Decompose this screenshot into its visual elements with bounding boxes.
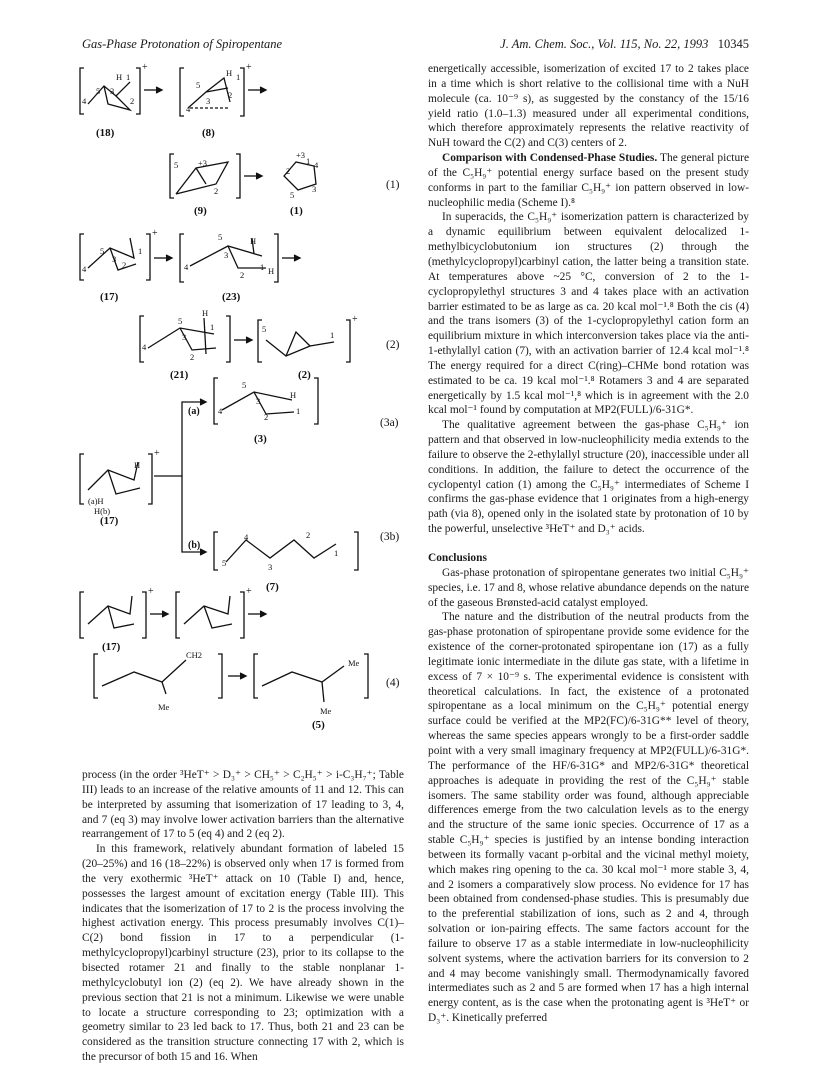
compound-label-1: (1) — [290, 205, 303, 217]
atom-label: 2 — [240, 270, 245, 280]
atom-label: 3 — [268, 562, 273, 572]
left-column-text — [82, 768, 404, 1065]
atom-label: 3 — [182, 332, 187, 342]
atom-label: 3 — [112, 254, 117, 264]
body-paragraph — [428, 151, 749, 210]
body-paragraph: energetically accessible, isomerization of excited 17 to 2 takes place in a time which is short relative to the collisional time with a NuH molecule (ca. 10⁻⁹ s), as suggested by the constancy of the 15/16 yield ratio (1.0–1.3) measured under all experimental conditions, which therefore approximately represents the relative reactivity of NuH toward the C(2) and C(3) centers of 2. — [428, 63, 749, 150]
atom-label: 2 — [190, 352, 195, 362]
svg-text:+: + — [148, 586, 154, 597]
compound-label-23: (23) — [222, 291, 241, 303]
atom-label: 2 — [286, 166, 291, 176]
svg-text:+: + — [154, 448, 160, 459]
equation-number-1: (1) — [386, 179, 400, 191]
atom-label: 5 — [218, 232, 223, 242]
atom-label: 1 — [126, 72, 131, 82]
atom-label: H — [268, 266, 275, 276]
atom-label: 4 — [244, 532, 249, 542]
compound-label-21: (21) — [170, 369, 189, 381]
atom-label: 3 — [224, 250, 229, 260]
atom-label: 2 — [264, 412, 269, 422]
path-label-b: (b) — [188, 540, 201, 551]
atom-label: 1 — [236, 72, 241, 82]
atom-label: 4 — [218, 406, 223, 416]
svg-text:+: + — [152, 228, 158, 239]
atom-label: H — [250, 236, 257, 246]
atom-label: Me — [320, 706, 332, 716]
reaction-scheme-drawing — [78, 58, 414, 748]
equation-number-3a: (3a) — [380, 417, 399, 429]
atom-label: 5 — [242, 380, 247, 390]
atom-label: 5 — [96, 86, 101, 96]
equation-number-3b: (3b) — [380, 531, 400, 543]
svg-text:+: + — [246, 586, 252, 597]
atom-label: 2 — [306, 530, 311, 540]
journal-volume: Vol. 115, No. 22, 1993 — [597, 37, 709, 51]
atom-label: +3 — [296, 150, 306, 160]
atom-label: 4 — [82, 264, 87, 274]
equation-number-2: (2) — [386, 339, 400, 351]
atom-label: 1 — [306, 156, 311, 166]
runin-heading: Comparison with Condensed-Phase Studies. — [442, 152, 658, 165]
atom-label: Me — [348, 658, 360, 668]
atom-label: 2 — [130, 96, 135, 106]
compound-label-17: (17) — [100, 291, 119, 303]
compound-label-3: (3) — [254, 433, 267, 445]
compound-label-5: (5) — [312, 719, 325, 731]
atom-label: 3 — [206, 96, 211, 106]
atom-label: 1 — [330, 330, 335, 340]
atom-label: H — [202, 308, 209, 318]
atom-label: H — [226, 68, 233, 78]
journal-citation: J. Am. Chem. Soc., Vol. 115, No. 22, 1993 10345 — [500, 37, 749, 51]
body-paragraph: process (in the order ³HeT⁺ > D₃⁺ > CH₅⁺ > C₂H₅⁺ > i-C₃H₇⁺; Table III) leads to an increase of the relative amounts of 11 and 12. This can be interpreted by assuming that isomerization of 17 leading to 3, 4, and 7 (eq 3) may involve lower activation barriers than the alternative rearrangement of 17 to 5 (eq 4) and 2 (eq 2). — [82, 769, 404, 841]
paragraph-text: The general picture of the C₅H₉⁺ potential energy surface based on the present study conforms in part to the familiar C₅H₉⁺ ion pattern observed in low-nucleophilic media (Scheme I).⁸ — [428, 152, 749, 209]
right-column-text — [428, 62, 749, 1026]
compound-label-8: (8) — [202, 127, 215, 139]
compound-label-18: (18) — [96, 127, 115, 139]
running-title: Gas-Phase Protonation of Spiropentane — [82, 37, 283, 51]
atom-label: 1 — [260, 262, 265, 272]
atom-label: 1 — [138, 246, 143, 256]
compound-label-2: (2) — [298, 369, 311, 381]
atom-label: CH2 — [186, 650, 203, 660]
compound-label-9: (9) — [194, 205, 207, 217]
atom-label: H(b) — [94, 506, 111, 516]
atom-label: 1 — [296, 406, 301, 416]
atom-label: 4 — [82, 96, 87, 106]
body-paragraph: The qualitative agreement between the gas-phase C₅H₉⁺ ion pattern and that observed in low-nucleophilicity media extends to the failure to observe the 2-ethylallyl structure (20), inaccessible under all conditions. In addition, the failure to detect the occurrence of the cyclopentyl cation (1) among the C₅H₉⁺ intermediates of Scheme I confirms the gas-phase evidence that 1 originates from a high-energy path (via 8), opened only in the isolated state by protonation of 10 by the powerful, unselective ³HeT⁺ and D₃⁺ acids. — [428, 419, 749, 536]
atom-label: 2 — [228, 90, 233, 100]
atom-label: 5 — [290, 190, 295, 200]
atom-label: 5 — [262, 324, 267, 334]
atom-label: 4 — [314, 160, 319, 170]
atom-label: 1 — [210, 322, 215, 332]
atom-label: 5 — [196, 80, 201, 90]
atom-label: 4 — [142, 342, 147, 352]
atom-label: 3 — [256, 396, 261, 406]
body-paragraph: In this framework, relatively abundant formation of labeled 15 (20–25%) and 16 (18–22%) is observed only when 17 is formed from the very exothermic ³HeT⁺ attack on 10 (Table I) and, hence, possesses the largest amount of excitation energy (Table III). This indicates that the isomerization of 17 to 2 is the process involving the highest activation energy. This process presumably involves C(1)–C(2) bond fission in 17 to a perpendicular (1-methylcyclopropyl)carbinyl structure (23), prior to its collapse to the bisected rotamer 21 and finally to the stable nonplanar 1-methylcyclobutyl ion (2) (eq 2). We have already shown in the previous section that 21 is not a minimum. Likewise we were unable to locate a structure corresponding to 23; optimization with a geometry similar to 23 led back to 17. Thus, both 21 and 23 can be considered as the transition structure connecting 17 with 2, which is the precursor of both 15 and 16. When — [82, 843, 404, 1064]
atom-label: (a)H — [88, 496, 104, 506]
atom-label: 3 — [110, 86, 115, 96]
svg-text:+: + — [352, 314, 358, 325]
atom-label: H — [116, 72, 123, 82]
atom-label: 3 — [312, 184, 317, 194]
page-number: 10345 — [717, 37, 749, 51]
atom-label: 5 — [222, 558, 227, 568]
journal-name: J. Am. Chem. Soc. — [500, 37, 592, 51]
section-heading-conclusions: Conclusions — [428, 552, 487, 564]
atom-label: 5 — [178, 316, 183, 326]
svg-text:+: + — [142, 62, 148, 73]
compound-label-17: (17) — [100, 515, 119, 527]
atom-label: H — [290, 390, 297, 400]
body-paragraph: In superacids, the C₅H₉⁺ isomerization pattern is characterized by a dynamic equilibrium between equivalent delocalized 1-methylbicyclobutonium ion structures (2) through the (methylcyclopropyl)carbinyl cation, the latter being a transition state. At temperatures above ~25 °C, conversion of 2 to the 1-cyclopropylethyl structures 3 and 4 takes place with an activation barrier estimated to be as large as ca. 20 kcal mol⁻¹.⁸ Both the cis (4) and the trans isomers (3) of the 1-cyclopropylethyl cation form an equilibrium mixture in which interconversion takes place via the anti-1-ethylallyl cation (7), with an activation barrier of 12.4 kcal mol⁻¹.⁸ The energy required for a direct C(ring)–CHMe bond rotation was estimated to be ca. 19 kcal mol⁻¹.⁸ Rotamers 3 and 4 are separated energetically by 1.5 kcal mol⁻¹,⁸ which is in agreement with the 2.0 kcal mol⁻¹ found by computation at MP2(FULL)/6-31G*. — [428, 211, 749, 417]
atom-label: 1 — [334, 548, 339, 558]
atom-label: Me — [158, 702, 170, 712]
compound-label-7: (7) — [266, 581, 279, 593]
reaction-scheme — [78, 58, 414, 748]
body-paragraph: The nature and the distribution of the neutral products from the gas-phase protonation of spiropentane provide some evidence for the existence of the corner-protonated spiropentane ion (17) as a fully legitimate ionic intermediate in the dilute gas state, with a lifetime in excess of 7 × 10⁻⁹ s. The experimental evidence is consistent with theoretical calculations. In fact, the existence of a protonated spiropentane as a local minimum on the C₅H₉⁺ potential energy surface could be verified at the MP2(FC)/6-31G** level of theory, whereas the same species appears wrongly to be a first-order saddle point with a very small imaginary frequency at MP2(FULL)/6-31G*. The performance of the HF/6-31G* and MP2/6-31G* theoretical approaches is adequate in providing the rest of the C₅H₉⁺ stable isomers. The same stability order was found, although appreciable differences emerge from the two calculation levels as to the energy and the structure of the same ionic species. Occurrence of 17 as a stable C₅H₉⁺ species is justified by an intense bonding interaction between its formally vacant p-orbital and the vicinal methyl moiety, which makes ring opening to the ca. 30 kcal mol⁻¹ more stable 3, 4, and 2 isomers a comparatively slow process. No evidence for 17 has been obtained from condensed-phase studies. This is presumably due to the preferential stabilization of ions, such as 2 and 4, through solvation or ion-pairing effects. The same factors account for the failure to observe 17 as a stable intermediate in low-nucleophilicity solvent systems, where the activation barriers for its conversion to 2 and 4 may become vanishingly small. Thermodynamically favored intermediates such as 2 and 5 are formed when 17 has a high internal energy content, as is the case when the protonating agent is ³HeT⁺ or D₃⁺. Kinetically preferred — [428, 611, 749, 1025]
atom-label: 4 — [184, 262, 189, 272]
svg-text:+: + — [246, 62, 252, 73]
path-label-a: (a) — [188, 406, 200, 417]
atom-label: 2 — [214, 186, 219, 196]
atom-label: 5 — [100, 246, 105, 256]
body-paragraph: Gas-phase protonation of spiropentane generates two initial C₅H₉⁺ species, i.e. 17 and 8, whose relative abundance depends on the nature of the gaseous Brønsted-acid catalyst employed. — [428, 566, 749, 609]
equation-number-4: (4) — [386, 677, 400, 689]
atom-label: 4 — [186, 104, 191, 114]
atom-label: H — [134, 460, 141, 470]
atom-label: 5 — [174, 160, 179, 170]
compound-label-17: (17) — [102, 641, 121, 653]
atom-label: +3 — [198, 158, 208, 168]
atom-label: 2 — [122, 260, 127, 270]
